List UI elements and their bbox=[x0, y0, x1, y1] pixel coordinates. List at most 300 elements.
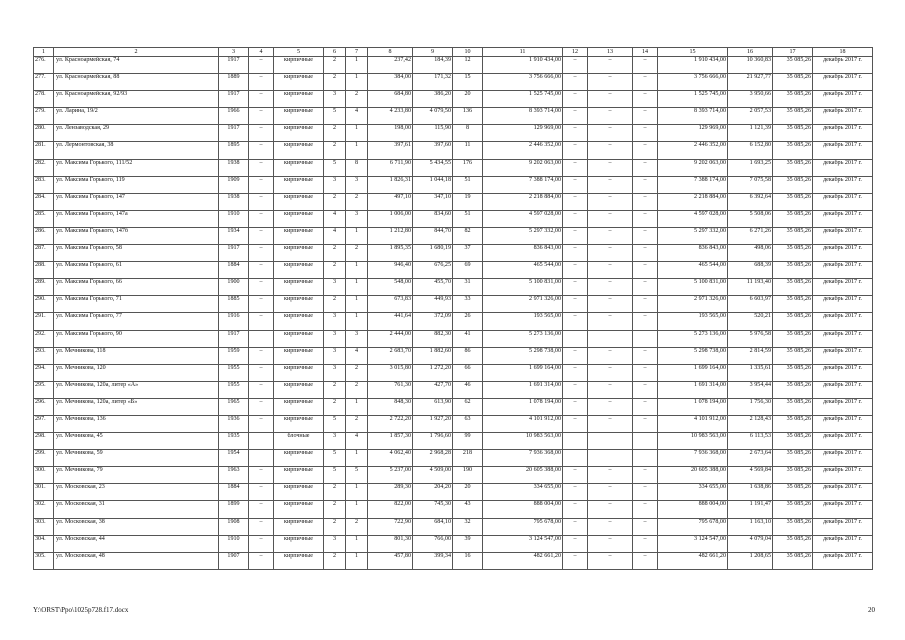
year-built-cell: 1934 bbox=[219, 227, 249, 244]
total-area-cell: 3 015,80 bbox=[368, 364, 413, 381]
entrances-cell: 3 bbox=[346, 210, 368, 227]
address-cell: ул. Московская, 38 bbox=[54, 518, 219, 535]
col-12-cell: – bbox=[563, 296, 588, 313]
year-built-cell: 1907 bbox=[219, 552, 249, 569]
col-4-cell: – bbox=[249, 176, 274, 193]
deadline-cell: декабрь 2017 г. bbox=[813, 364, 873, 381]
col-13-cell: – bbox=[588, 518, 633, 535]
total-cost-cell: 4 597 028,00 bbox=[658, 210, 728, 227]
col-4-cell: – bbox=[249, 518, 274, 535]
row-number-cell: 303. bbox=[34, 518, 54, 535]
cost-cell: 1 525 745,00 bbox=[483, 91, 563, 108]
cost-per-sqm-cell: 1 191,47 bbox=[728, 501, 773, 518]
wall-material-cell: кирпичные bbox=[274, 227, 324, 244]
col-12-cell bbox=[563, 433, 588, 450]
wall-material-cell: кирпичные bbox=[274, 74, 324, 91]
living-area-cell: 2 968,28 bbox=[413, 450, 453, 467]
deadline-cell: декабрь 2017 г. bbox=[813, 415, 873, 432]
col-13-cell: – bbox=[588, 415, 633, 432]
column-number-cell: 14 bbox=[633, 48, 658, 57]
living-area-cell: 676,25 bbox=[413, 262, 453, 279]
address-cell: ул. Мечникова, 136 bbox=[54, 415, 219, 432]
cost-cell: 4 101 912,00 bbox=[483, 415, 563, 432]
year-built-cell: 1895 bbox=[219, 142, 249, 159]
wall-material-cell: кирпичные bbox=[274, 91, 324, 108]
col-14-cell: – bbox=[633, 364, 658, 381]
deadline-cell: декабрь 2017 г. bbox=[813, 210, 873, 227]
floors-cell: 5 bbox=[324, 159, 346, 176]
col-12-cell: – bbox=[563, 518, 588, 535]
floors-cell: 5 bbox=[324, 415, 346, 432]
living-area-cell: 204,20 bbox=[413, 484, 453, 501]
col-14-cell bbox=[633, 433, 658, 450]
total-area-cell: 1 212,80 bbox=[368, 227, 413, 244]
floors-cell: 2 bbox=[324, 57, 346, 74]
table-row bbox=[34, 415, 873, 432]
address-cell: ул. Красноармейская, 92/93 bbox=[54, 91, 219, 108]
col-13-cell: – bbox=[588, 210, 633, 227]
wall-material-cell: кирпичные bbox=[274, 552, 324, 569]
col-13-cell: – bbox=[588, 535, 633, 552]
rate-cell: 35 085,26 bbox=[773, 398, 813, 415]
rate-cell: 35 085,26 bbox=[773, 74, 813, 91]
address-cell: ул. Мечникова, 79 bbox=[54, 467, 219, 484]
year-built-cell: 1938 bbox=[219, 193, 249, 210]
floors-cell: 2 bbox=[324, 262, 346, 279]
col-4-cell: – bbox=[249, 245, 274, 262]
col-13-cell: – bbox=[588, 262, 633, 279]
residents-cell: 11 bbox=[453, 142, 483, 159]
rate-cell: 35 085,26 bbox=[773, 142, 813, 159]
cost-cell: 1 699 164,00 bbox=[483, 364, 563, 381]
col-14-cell: – bbox=[633, 535, 658, 552]
table-row bbox=[34, 433, 873, 450]
address-cell: ул. Максима Горького, 61 bbox=[54, 262, 219, 279]
col-14-cell: – bbox=[633, 262, 658, 279]
rate-cell: 35 085,26 bbox=[773, 227, 813, 244]
address-cell: ул. Ларина, 19/2 bbox=[54, 108, 219, 125]
floors-cell: 3 bbox=[324, 347, 346, 364]
wall-material-cell: кирпичные bbox=[274, 484, 324, 501]
living-area-cell: 1 796,60 bbox=[413, 433, 453, 450]
row-number-cell: 300. bbox=[34, 467, 54, 484]
wall-material-cell: кирпичные bbox=[274, 57, 324, 74]
col-4-cell: – bbox=[249, 381, 274, 398]
col-14-cell: – bbox=[633, 108, 658, 125]
rate-cell: 35 085,26 bbox=[773, 108, 813, 125]
col-14-cell: – bbox=[633, 501, 658, 518]
living-area-cell: 613,90 bbox=[413, 398, 453, 415]
col-14-cell: – bbox=[633, 415, 658, 432]
col-14-cell: – bbox=[633, 193, 658, 210]
address-cell: ул. Максима Горького, 66 bbox=[54, 279, 219, 296]
floors-cell: 3 bbox=[324, 330, 346, 347]
column-number-cell: 16 bbox=[728, 48, 773, 57]
table-row bbox=[34, 159, 873, 176]
address-cell: ул. Максима Горького, 147 bbox=[54, 193, 219, 210]
column-number-cell: 13 bbox=[588, 48, 633, 57]
cost-cell: 2 446 352,00 bbox=[483, 142, 563, 159]
total-area-cell: 684,80 bbox=[368, 91, 413, 108]
col-13-cell: – bbox=[588, 279, 633, 296]
deadline-cell: декабрь 2017 г. bbox=[813, 108, 873, 125]
rate-cell: 35 085,26 bbox=[773, 501, 813, 518]
column-number-cell: 17 bbox=[773, 48, 813, 57]
residents-cell: 62 bbox=[453, 398, 483, 415]
residents-cell: 66 bbox=[453, 364, 483, 381]
col-14-cell: – bbox=[633, 279, 658, 296]
row-number-cell: 285. bbox=[34, 210, 54, 227]
col-14-cell: – bbox=[633, 484, 658, 501]
table-row bbox=[34, 262, 873, 279]
total-area-cell: 761,30 bbox=[368, 381, 413, 398]
year-built-cell: 1908 bbox=[219, 518, 249, 535]
cost-cell: 7 936 368,00 bbox=[483, 450, 563, 467]
total-area-cell: 289,30 bbox=[368, 484, 413, 501]
col-13-cell: – bbox=[588, 159, 633, 176]
col-4-cell: – bbox=[249, 142, 274, 159]
col-4-cell: – bbox=[249, 108, 274, 125]
entrances-cell: 2 bbox=[346, 518, 368, 535]
col-14-cell: – bbox=[633, 398, 658, 415]
row-number-cell: 278. bbox=[34, 91, 54, 108]
col-14-cell: – bbox=[633, 176, 658, 193]
year-built-cell: 1917 bbox=[219, 245, 249, 262]
col-13-cell: – bbox=[588, 552, 633, 569]
residents-cell: 32 bbox=[453, 518, 483, 535]
total-area-cell: 6 711,90 bbox=[368, 159, 413, 176]
total-cost-cell: 1 525 745,00 bbox=[658, 91, 728, 108]
rate-cell: 35 085,26 bbox=[773, 552, 813, 569]
entrances-cell: 4 bbox=[346, 108, 368, 125]
row-number-cell: 290. bbox=[34, 296, 54, 313]
wall-material-cell: кирпичные bbox=[274, 245, 324, 262]
wall-material-cell: кирпичные bbox=[274, 262, 324, 279]
wall-material-cell: кирпичные bbox=[274, 535, 324, 552]
row-number-cell: 292. bbox=[34, 330, 54, 347]
table-row bbox=[34, 364, 873, 381]
row-number-cell: 277. bbox=[34, 74, 54, 91]
column-number-cell: 12 bbox=[563, 48, 588, 57]
address-cell: ул. Мечникова, 59 bbox=[54, 450, 219, 467]
residents-cell: 39 bbox=[453, 535, 483, 552]
year-built-cell: 1884 bbox=[219, 262, 249, 279]
residents-cell: 51 bbox=[453, 176, 483, 193]
cost-cell: 5 298 738,00 bbox=[483, 347, 563, 364]
cost-per-sqm-cell: 6 271,26 bbox=[728, 227, 773, 244]
total-area-cell: 848,30 bbox=[368, 398, 413, 415]
residents-cell: 99 bbox=[453, 433, 483, 450]
cost-cell: 3 124 547,00 bbox=[483, 535, 563, 552]
col-14-cell: – bbox=[633, 347, 658, 364]
col-13-cell: – bbox=[588, 313, 633, 330]
entrances-cell: 1 bbox=[346, 296, 368, 313]
total-area-cell: 2 722,20 bbox=[368, 415, 413, 432]
col-14-cell: – bbox=[633, 57, 658, 74]
col-4-cell bbox=[249, 330, 274, 347]
floors-cell: 3 bbox=[324, 313, 346, 330]
total-cost-cell: 129 969,00 bbox=[658, 125, 728, 142]
table-row bbox=[34, 330, 873, 347]
col-13-cell: – bbox=[588, 227, 633, 244]
entrances-cell: 2 bbox=[346, 381, 368, 398]
living-area-cell: 1 044,18 bbox=[413, 176, 453, 193]
col-13-cell: – bbox=[588, 193, 633, 210]
rate-cell: 35 085,26 bbox=[773, 347, 813, 364]
cost-per-sqm-cell: 1 638,86 bbox=[728, 484, 773, 501]
cost-cell: 1 910 434,00 bbox=[483, 57, 563, 74]
deadline-cell: декабрь 2017 г. bbox=[813, 381, 873, 398]
residents-cell: 20 bbox=[453, 91, 483, 108]
col-12-cell: – bbox=[563, 176, 588, 193]
col-14-cell: – bbox=[633, 245, 658, 262]
col-13-cell: – bbox=[588, 176, 633, 193]
table-row bbox=[34, 227, 873, 244]
address-cell: ул. Московская, 48 bbox=[54, 552, 219, 569]
deadline-cell: декабрь 2017 г. bbox=[813, 245, 873, 262]
col-12-cell: – bbox=[563, 91, 588, 108]
living-area-cell: 427,70 bbox=[413, 381, 453, 398]
total-cost-cell: 1 691 314,00 bbox=[658, 381, 728, 398]
footer-file-path: Y:\ORST\Ppo\1025p728.f17.docx bbox=[33, 606, 129, 614]
col-12-cell: – bbox=[563, 57, 588, 74]
col-4-cell: – bbox=[249, 484, 274, 501]
col-12-cell: – bbox=[563, 501, 588, 518]
total-cost-cell: 3 124 547,00 bbox=[658, 535, 728, 552]
col-12-cell: – bbox=[563, 210, 588, 227]
rate-cell: 35 085,26 bbox=[773, 210, 813, 227]
table-row bbox=[34, 484, 873, 501]
deadline-cell: декабрь 2017 г. bbox=[813, 142, 873, 159]
col-4-cell: – bbox=[249, 210, 274, 227]
total-cost-cell: 8 393 714,00 bbox=[658, 108, 728, 125]
column-number-cell: 5 bbox=[274, 48, 324, 57]
row-number-cell: 298. bbox=[34, 433, 54, 450]
residents-cell: 37 bbox=[453, 245, 483, 262]
entrances-cell: 1 bbox=[346, 450, 368, 467]
living-area-cell: 115,90 bbox=[413, 125, 453, 142]
entrances-cell: 1 bbox=[346, 262, 368, 279]
wall-material-cell: кирпичные bbox=[274, 176, 324, 193]
row-number-cell: 297. bbox=[34, 415, 54, 432]
col-4-cell: – bbox=[249, 313, 274, 330]
col-4-cell: – bbox=[249, 227, 274, 244]
living-area-cell: 1 680,19 bbox=[413, 245, 453, 262]
total-area-cell: 441,64 bbox=[368, 313, 413, 330]
deadline-cell: декабрь 2017 г. bbox=[813, 484, 873, 501]
wall-material-cell: кирпичные bbox=[274, 501, 324, 518]
cost-per-sqm-cell: 6 152,80 bbox=[728, 142, 773, 159]
table-row bbox=[34, 467, 873, 484]
total-area-cell: 946,40 bbox=[368, 262, 413, 279]
col-14-cell: – bbox=[633, 552, 658, 569]
col-12-cell: – bbox=[563, 535, 588, 552]
total-cost-cell: 482 661,20 bbox=[658, 552, 728, 569]
year-built-cell: 1966 bbox=[219, 108, 249, 125]
total-cost-cell: 795 678,00 bbox=[658, 518, 728, 535]
cost-per-sqm-cell: 2 128,43 bbox=[728, 415, 773, 432]
col-12-cell: – bbox=[563, 381, 588, 398]
entrances-cell: 2 bbox=[346, 364, 368, 381]
residents-cell: 51 bbox=[453, 210, 483, 227]
year-built-cell: 1954 bbox=[219, 450, 249, 467]
address-cell: ул. Красноармейская, 74 bbox=[54, 57, 219, 74]
col-4-cell: – bbox=[249, 91, 274, 108]
address-cell: ул. Максима Горького, 90 bbox=[54, 330, 219, 347]
deadline-cell: декабрь 2017 г. bbox=[813, 433, 873, 450]
total-cost-cell: 5 100 831,00 bbox=[658, 279, 728, 296]
rate-cell: 35 085,26 bbox=[773, 518, 813, 535]
floors-cell: 2 bbox=[324, 398, 346, 415]
floors-cell: 2 bbox=[324, 245, 346, 262]
rate-cell: 35 085,26 bbox=[773, 176, 813, 193]
living-area-cell: 449,93 bbox=[413, 296, 453, 313]
row-number-cell: 299. bbox=[34, 450, 54, 467]
total-cost-cell: 10 983 563,00 bbox=[658, 433, 728, 450]
entrances-cell: 1 bbox=[346, 125, 368, 142]
year-built-cell: 1917 bbox=[219, 91, 249, 108]
address-cell: ул. Московская, 44 bbox=[54, 535, 219, 552]
col-4-cell: – bbox=[249, 415, 274, 432]
col-12-cell: – bbox=[563, 262, 588, 279]
col-13-cell: – bbox=[588, 296, 633, 313]
col-4-cell: – bbox=[249, 193, 274, 210]
wall-material-cell: кирпичные bbox=[274, 467, 324, 484]
cost-per-sqm-cell: 3 954,44 bbox=[728, 381, 773, 398]
wall-material-cell: кирпичные bbox=[274, 142, 324, 159]
col-4-cell: – bbox=[249, 552, 274, 569]
cost-per-sqm-cell: 2 673,64 bbox=[728, 450, 773, 467]
floors-cell: 2 bbox=[324, 552, 346, 569]
rate-cell: 35 085,26 bbox=[773, 57, 813, 74]
col-13-cell: – bbox=[588, 91, 633, 108]
residents-cell: 8 bbox=[453, 125, 483, 142]
col-14-cell: – bbox=[633, 74, 658, 91]
deadline-cell: декабрь 2017 г. bbox=[813, 501, 873, 518]
col-14-cell: – bbox=[633, 381, 658, 398]
col-14-cell: – bbox=[633, 142, 658, 159]
rate-cell: 35 085,26 bbox=[773, 125, 813, 142]
total-area-cell: 2 683,70 bbox=[368, 347, 413, 364]
cost-cell: 4 597 028,00 bbox=[483, 210, 563, 227]
residents-cell: 19 bbox=[453, 193, 483, 210]
living-area-cell: 1 272,20 bbox=[413, 364, 453, 381]
col-12-cell: – bbox=[563, 398, 588, 415]
col-14-cell: – bbox=[633, 467, 658, 484]
cost-per-sqm-cell: 6 392,64 bbox=[728, 193, 773, 210]
cost-per-sqm-cell: 2 057,53 bbox=[728, 108, 773, 125]
floors-cell: 3 bbox=[324, 91, 346, 108]
rate-cell: 35 085,26 bbox=[773, 159, 813, 176]
total-area-cell: 1 006,00 bbox=[368, 210, 413, 227]
floors-cell: 4 bbox=[324, 227, 346, 244]
deadline-cell: декабрь 2017 г. bbox=[813, 159, 873, 176]
residents-cell: 136 bbox=[453, 108, 483, 125]
entrances-cell: 1 bbox=[346, 501, 368, 518]
column-number-cell: 1 bbox=[34, 48, 54, 57]
column-number-cell: 10 bbox=[453, 48, 483, 57]
living-area-cell: 397,60 bbox=[413, 142, 453, 159]
total-area-cell: 457,80 bbox=[368, 552, 413, 569]
col-4-cell: – bbox=[249, 159, 274, 176]
living-area-cell: 745,30 bbox=[413, 501, 453, 518]
col-4-cell: – bbox=[249, 57, 274, 74]
cost-cell: 2 971 326,00 bbox=[483, 296, 563, 313]
total-cost-cell: 7 388 174,00 bbox=[658, 176, 728, 193]
living-area-cell: 171,32 bbox=[413, 74, 453, 91]
year-built-cell: 1938 bbox=[219, 159, 249, 176]
row-number-cell: 282. bbox=[34, 159, 54, 176]
rate-cell: 35 085,26 bbox=[773, 415, 813, 432]
rate-cell: 35 085,26 bbox=[773, 381, 813, 398]
col-12-cell: – bbox=[563, 227, 588, 244]
floors-cell: 2 bbox=[324, 74, 346, 91]
living-area-cell: 399,34 bbox=[413, 552, 453, 569]
col-12-cell: – bbox=[563, 159, 588, 176]
entrances-cell: 1 bbox=[346, 313, 368, 330]
wall-material-cell: кирпичные bbox=[274, 108, 324, 125]
rate-cell: 35 085,26 bbox=[773, 91, 813, 108]
deadline-cell: декабрь 2017 г. bbox=[813, 176, 873, 193]
col-12-cell: – bbox=[563, 552, 588, 569]
living-area-cell: 372,09 bbox=[413, 313, 453, 330]
rate-cell: 35 085,26 bbox=[773, 313, 813, 330]
rate-cell: 35 085,26 bbox=[773, 330, 813, 347]
total-area-cell: 1 895,35 bbox=[368, 245, 413, 262]
row-number-cell: 295. bbox=[34, 381, 54, 398]
column-number-cell: 8 bbox=[368, 48, 413, 57]
col-13-cell: – bbox=[588, 57, 633, 74]
document-page bbox=[33, 47, 872, 570]
year-built-cell: 1955 bbox=[219, 364, 249, 381]
cost-per-sqm-cell: 498,06 bbox=[728, 245, 773, 262]
wall-material-cell: кирпичные bbox=[274, 330, 324, 347]
cost-per-sqm-cell: 688,39 bbox=[728, 262, 773, 279]
year-built-cell: 1936 bbox=[219, 415, 249, 432]
col-13-cell: – bbox=[588, 347, 633, 364]
col-14-cell: – bbox=[633, 296, 658, 313]
cost-cell: 1 691 314,00 bbox=[483, 381, 563, 398]
address-cell: ул. Максима Горького, 147а bbox=[54, 210, 219, 227]
row-number-cell: 294. bbox=[34, 364, 54, 381]
entrances-cell: 2 bbox=[346, 245, 368, 262]
cost-per-sqm-cell: 21 927,77 bbox=[728, 74, 773, 91]
year-built-cell: 1917 bbox=[219, 125, 249, 142]
residents-cell: 69 bbox=[453, 262, 483, 279]
deadline-cell: декабрь 2017 г. bbox=[813, 193, 873, 210]
cost-per-sqm-cell: 4 569,84 bbox=[728, 467, 773, 484]
cost-cell: 10 983 563,00 bbox=[483, 433, 563, 450]
address-cell: ул. Максима Горького, 77 bbox=[54, 313, 219, 330]
col-12-cell: – bbox=[563, 279, 588, 296]
total-area-cell: 5 237,00 bbox=[368, 467, 413, 484]
total-cost-cell: 5 297 332,00 bbox=[658, 227, 728, 244]
col-4-cell: – bbox=[249, 501, 274, 518]
entrances-cell: 5 bbox=[346, 467, 368, 484]
deadline-cell: декабрь 2017 г. bbox=[813, 518, 873, 535]
total-cost-cell: 5 273 136,00 bbox=[658, 330, 728, 347]
deadline-cell: декабрь 2017 г. bbox=[813, 313, 873, 330]
column-number-cell: 7 bbox=[346, 48, 368, 57]
rate-cell: 35 085,26 bbox=[773, 262, 813, 279]
total-cost-cell: 9 202 063,00 bbox=[658, 159, 728, 176]
cost-cell: 334 655,00 bbox=[483, 484, 563, 501]
table-row bbox=[34, 125, 873, 142]
living-area-cell: 834,60 bbox=[413, 210, 453, 227]
cost-cell: 795 678,00 bbox=[483, 518, 563, 535]
residents-cell: 86 bbox=[453, 347, 483, 364]
table-row bbox=[34, 108, 873, 125]
